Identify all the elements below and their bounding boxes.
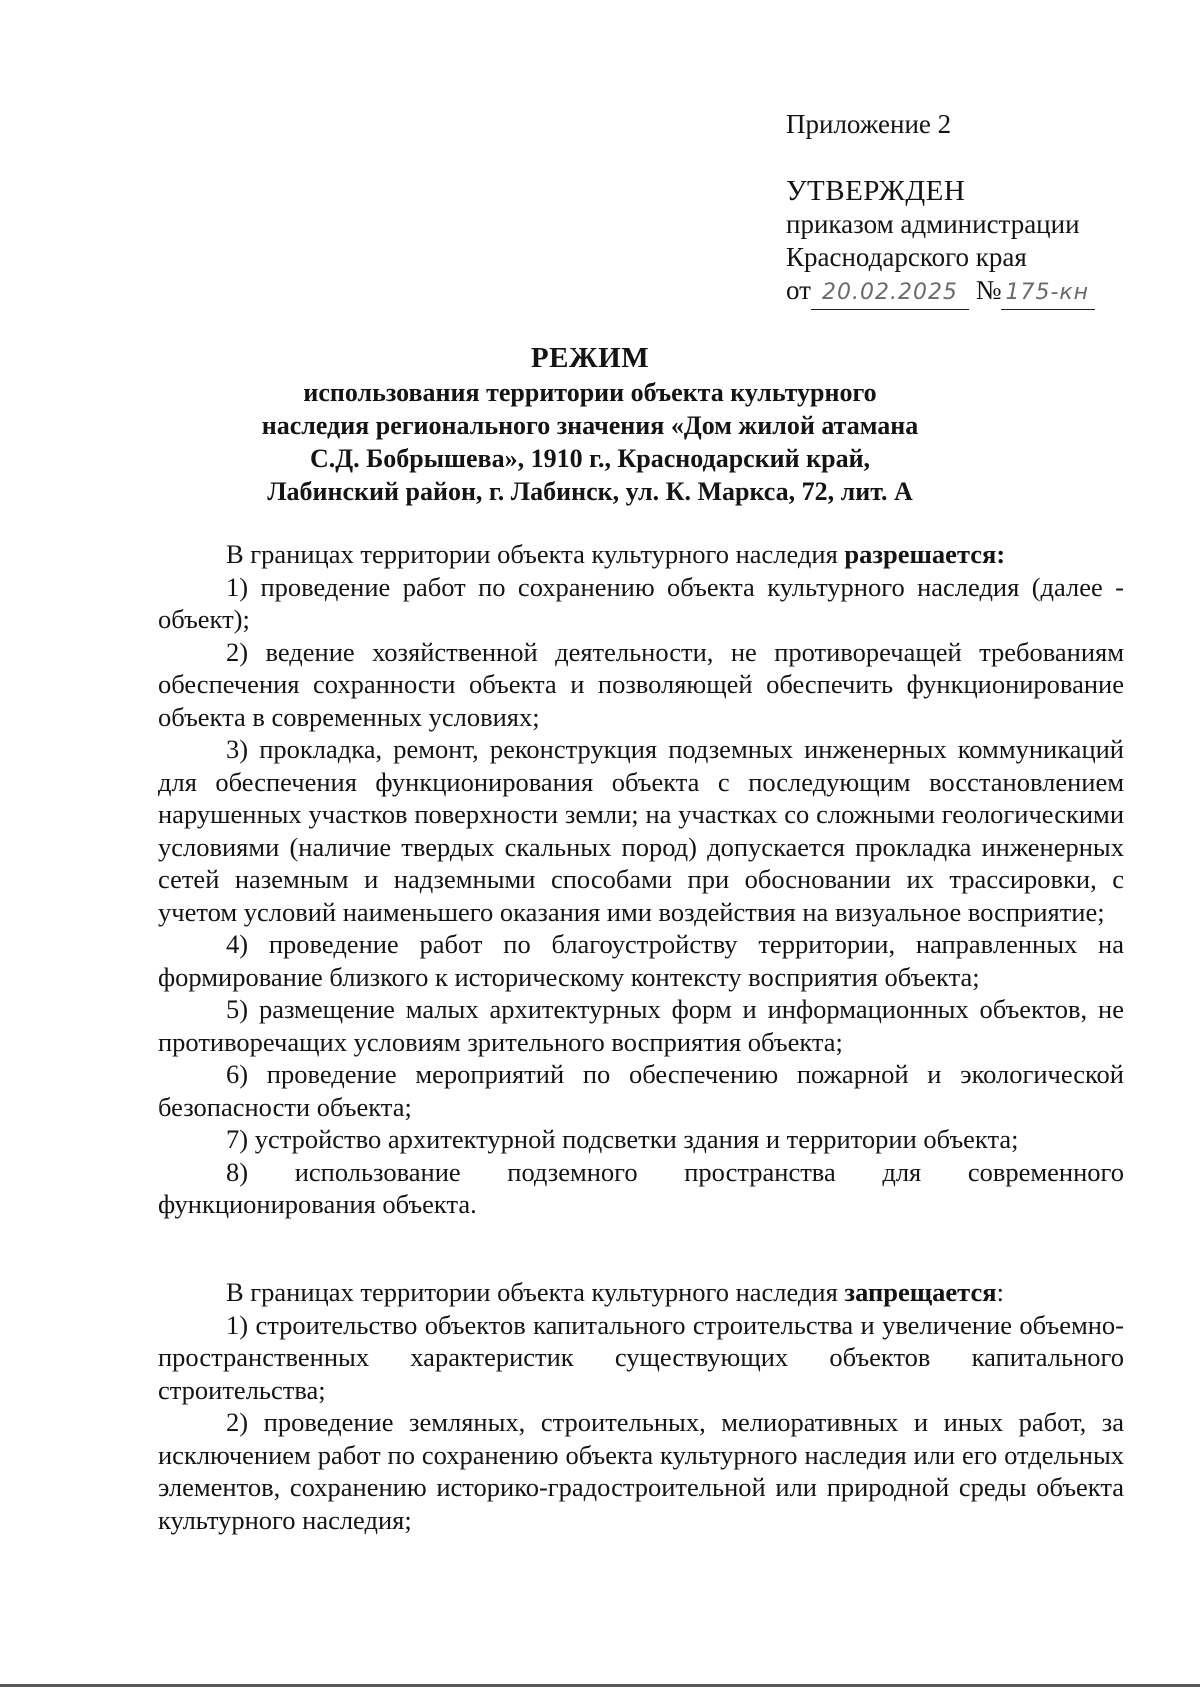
approval-block [786,108,1095,310]
allowed-section [158,538,1124,1221]
approval-line-2: Краснодарского края [786,242,1027,272]
prohibited-section [158,1276,1124,1536]
allowed-item-5: 5) размещение малых архитектурных форм и информационных объектов, не противоречащих условиям зрительного восприятия объекта; [158,994,1124,1057]
allowed-item-4: 4) проведение работ по благоустройству территории, направленных на формирование близкого к историческому контексту восприятия объекта; [158,929,1124,992]
handwritten-date: 20.02.2025 [811,276,969,310]
prohibited-intro [158,1276,1124,1309]
allowed-item-7: 7) устройство архитектурной подсветки здания и территории объекта; [226,1124,1019,1154]
allowed-intro [158,538,1124,571]
prohibited-keyword: запрещается [844,1277,997,1307]
allowed-item-3: 3) прокладка, ремонт, реконструкция подземных инженерных коммуникаций для обеспечения функционирования объекта с последующим восстановлением нарушенных участков поверхности земли; на участках со сложными геологическими условиями (наличие твердых скальных пород) допускается прокладка инженерных сетей наземным и надземными способами при обосновании их трассировки, с учетом условий наименьшего оказания ими воздействия на визуальное восприятие; [158,734,1124,927]
approved-stamp: УТВЕРЖДЕН [786,175,966,207]
document-title [160,340,1020,508]
title-line-3: С.Д. Бобрышева», 1910 г., Краснодарский край, [309,444,871,473]
allowed-intro-text: В границах территории объекта культурного наследия [226,539,845,569]
approval-line-1: приказом администрации [786,209,1080,239]
prohibited-item-1: 1) строительство объектов капитального строительства и увеличение объемно-пространственных характеристик существующих объектов капитального строительства; [158,1309,1124,1405]
allowed-item-8: 8) использование подземного пространства для современного функционирования объекта. [158,1156,1124,1219]
date-prefix: от [786,275,811,305]
prohibited-intro-text: В границах территории объекта культурного наследия [226,1277,845,1307]
title-line-1: использования территории объекта культурного [303,378,877,407]
number-prefix: № [975,275,1002,305]
title-main: РЕЖИМ [530,342,650,374]
allowed-item-2: 2) ведение хозяйственной деятельности, не противоречащей требованиям обеспечения сохранности объекта и позволяющей обеспечить функционирование объекта в современных условиях; [158,636,1124,732]
handwritten-number: 175-кн [1001,276,1095,310]
annex-label: Приложение 2 [786,109,952,139]
allowed-item-1: 1) проведение работ по сохранению объекта культурного наследия (далее - объект); [158,571,1124,634]
prohibited-colon: : [996,1277,1004,1307]
allowed-item-6: 6) проведение мероприятий по обеспечению пожарной и экологической безопасности объекта; [158,1059,1124,1122]
prohibited-item-2: 2) проведение земляных, строительных, мелиоративных и иных работ, за исключением работ по сохранению объекта культурного наследия или его отдельных элементов, сохранению историко-градостроительной или природной среды объекта культурного наследия; [158,1407,1124,1535]
order-date-number [786,274,1095,310]
title-line-4: Лабинский район, г. Лабинск, ул. К. Маркса, 72, лит. А [267,477,913,506]
page-bottom-rule [0,1684,1200,1687]
title-line-2: наследия регионального значения «Дом жилой атамана [261,411,919,440]
allowed-keyword: разрешается: [844,539,1006,569]
